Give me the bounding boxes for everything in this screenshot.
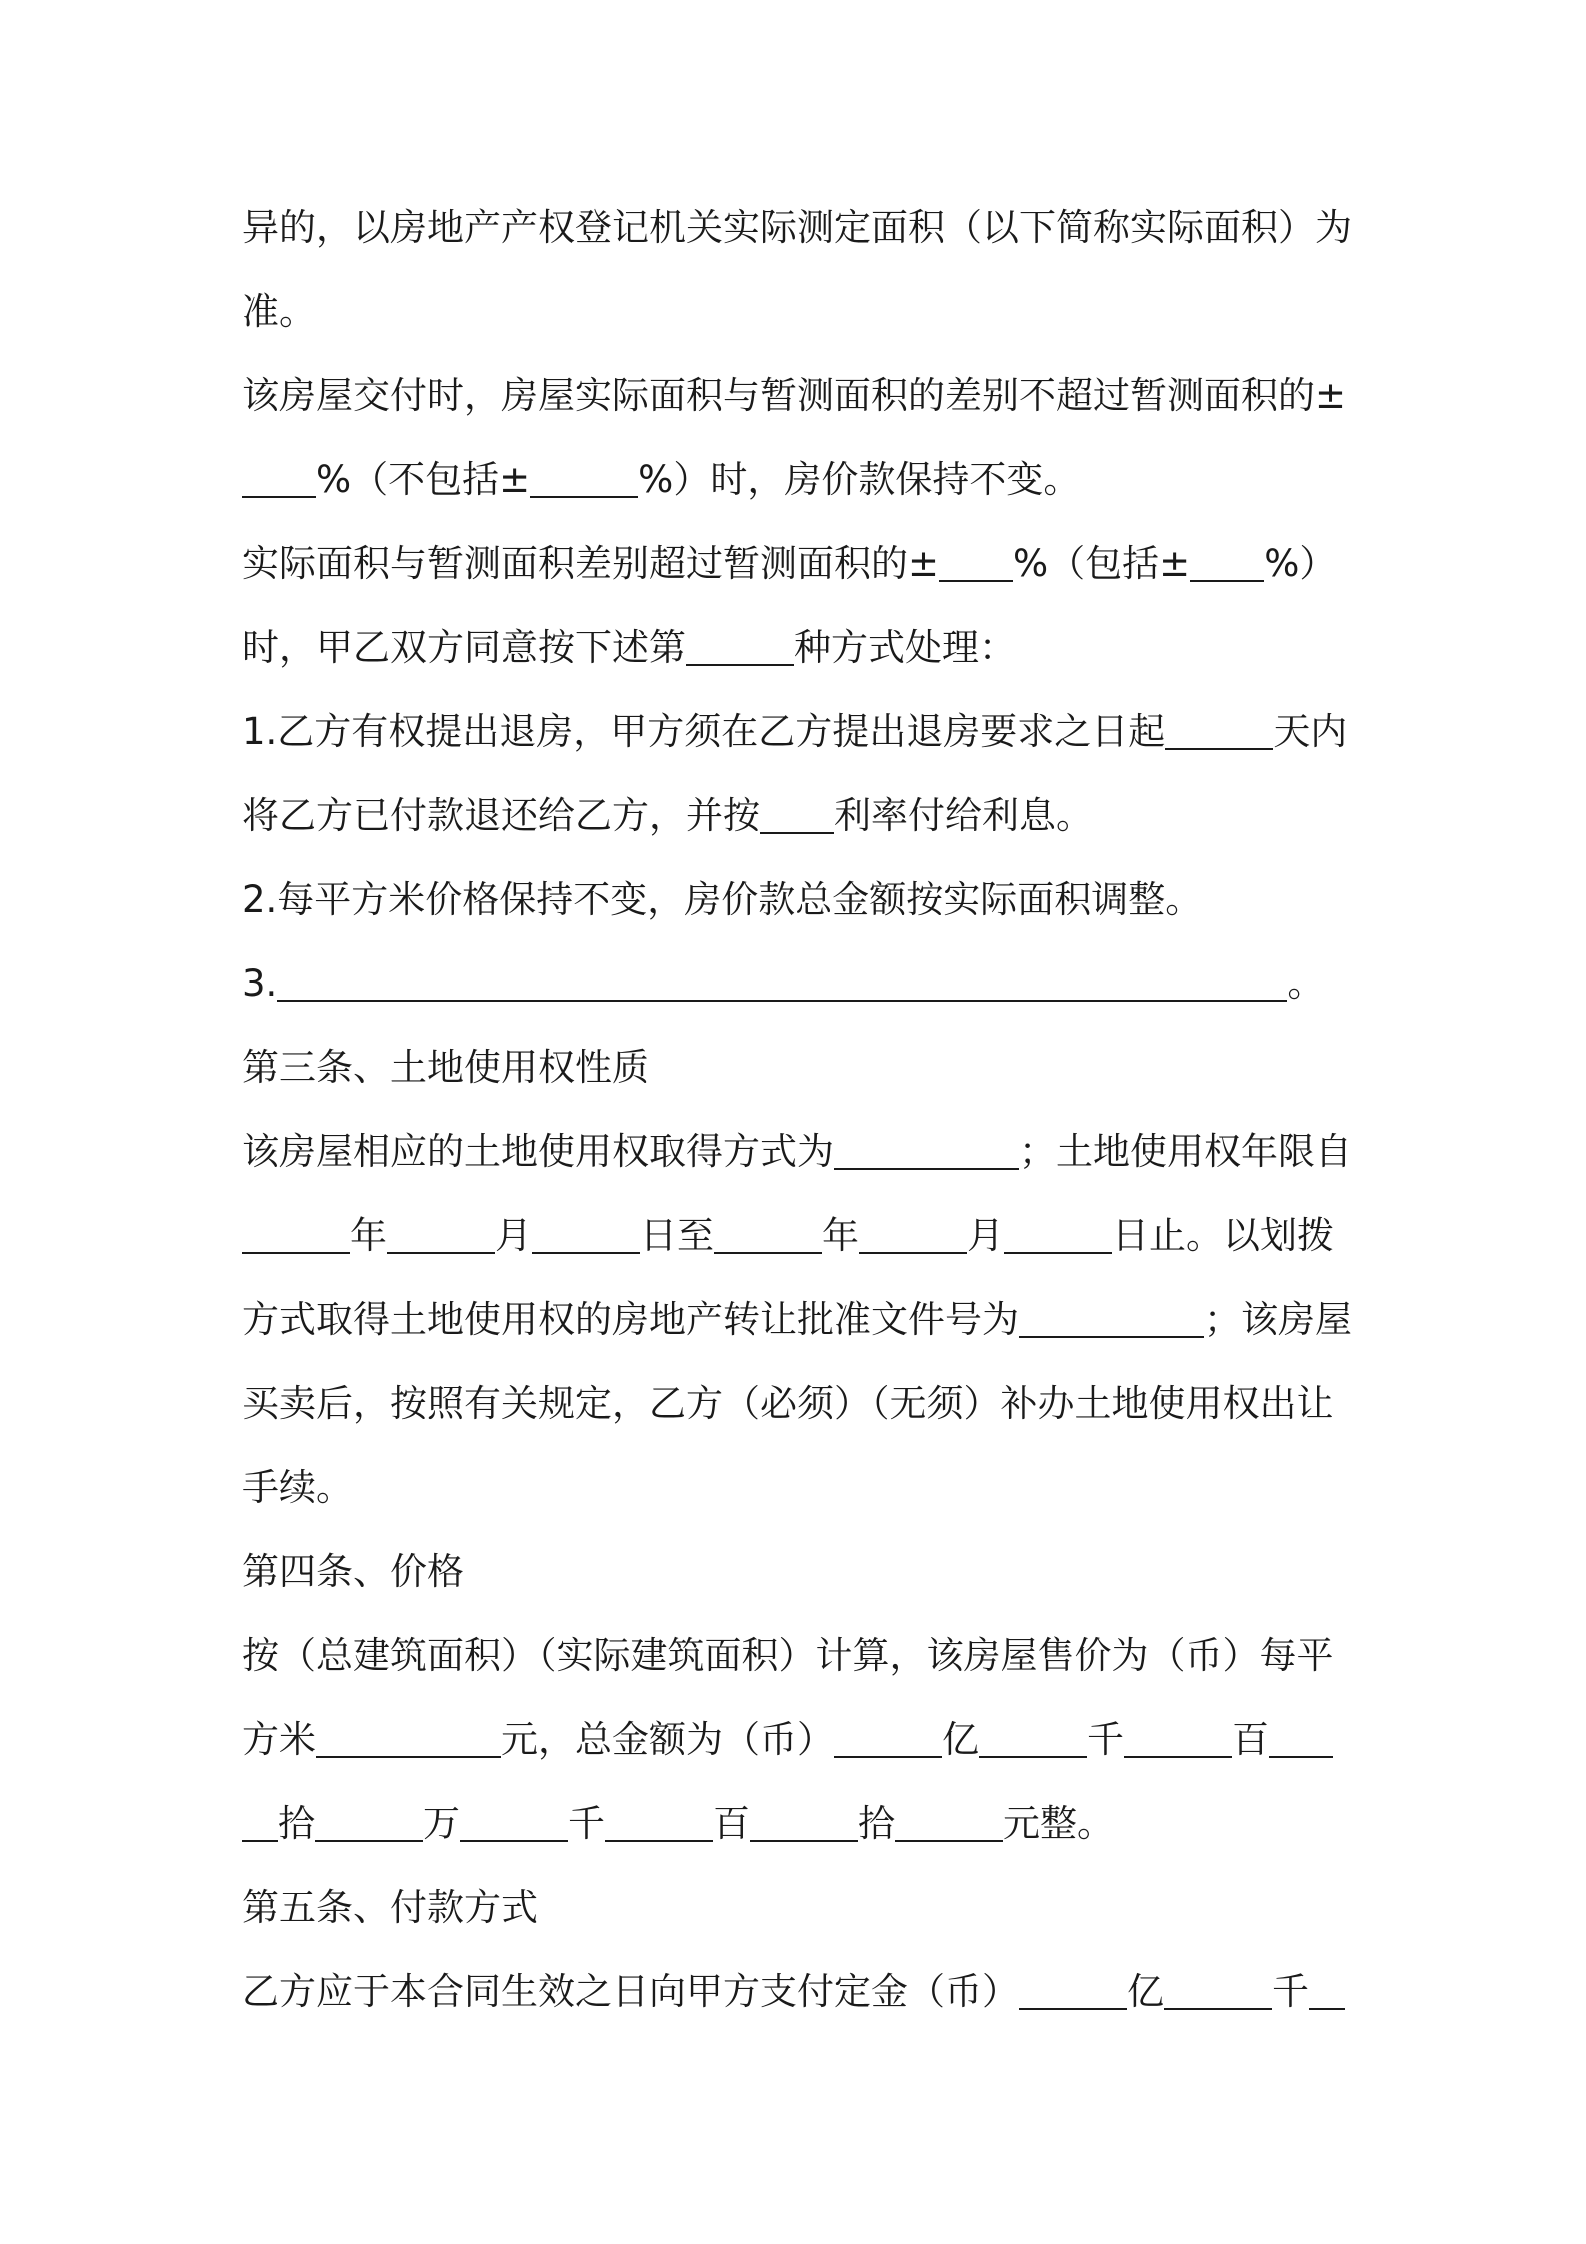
line-text: 亿 (1127, 1970, 1164, 2013)
line-text: 亿 (942, 1718, 979, 1761)
blank-underline (1309, 1966, 1345, 2010)
line-text: 千 (1087, 1718, 1124, 1761)
blank-underline (315, 1798, 423, 1842)
line-text: 年 (822, 1214, 859, 1257)
line-text: 百 (713, 1802, 750, 1845)
blank-underline (530, 454, 638, 498)
line-text: 2.每平方米价格保持不变，房价款总金额按实际面积调整。 (242, 878, 1203, 921)
blank-underline (242, 1798, 278, 1842)
line-text: 第四条、价格 (242, 1550, 464, 1593)
line-text: 第三条、土地使用权性质 (242, 1046, 649, 1089)
blank-underline (834, 1126, 1019, 1170)
line-text: %（包括± (1013, 542, 1191, 585)
text-line (242, 1962, 1357, 2022)
text-line (242, 870, 1357, 930)
line-text: 年 (350, 1214, 387, 1257)
blank-underline (834, 1714, 942, 1758)
blank-underline (1019, 1966, 1127, 2010)
blank-underline (895, 1798, 1003, 1842)
section-heading (242, 1878, 1357, 1938)
blank-underline (859, 1210, 967, 1254)
line-text: 百 (1232, 1718, 1269, 1761)
blank-underline (1269, 1714, 1333, 1758)
blank-underline (460, 1798, 568, 1842)
blank-underline (979, 1714, 1087, 1758)
text-line (242, 618, 1357, 678)
line-text: 万 (423, 1802, 460, 1845)
text-line (242, 534, 1357, 594)
line-text: 乙方应于本合同生效之日向甲方支付定金（币） (242, 1970, 1019, 2013)
line-text: 元整。 (1003, 1802, 1114, 1845)
text-line (242, 366, 1357, 426)
text-line (242, 1206, 1357, 1266)
line-text: 方式取得土地使用权的房地产转让批准文件号为 (242, 1298, 1019, 1341)
line-text: 该房屋交付时，房屋实际面积与暂测面积的差别不超过暂测面积的± (242, 374, 1347, 417)
blank-underline (939, 538, 1013, 582)
blank-underline (750, 1798, 858, 1842)
text-line (242, 1794, 1357, 1854)
blank-underline (714, 1210, 822, 1254)
blank-underline (316, 1714, 501, 1758)
blank-underline (1124, 1714, 1232, 1758)
line-text: 日止。以划拨 (1112, 1214, 1334, 1257)
line-text: 月 (967, 1214, 1004, 1257)
text-line (242, 1458, 1357, 1518)
line-text: 准。 (242, 290, 316, 333)
text-line (242, 1290, 1357, 1350)
line-text: 利率付给利息。 (834, 794, 1093, 837)
line-text: 时，甲乙双方同意按下述第 (242, 626, 686, 669)
line-text: 。 (1287, 962, 1325, 1005)
line-text: %） (1264, 542, 1337, 585)
line-text: 种方式处理： (794, 626, 1016, 669)
line-text: 按（总建筑面积）（实际建筑面积）计算，该房屋售价为（币）每平 (242, 1634, 1334, 1677)
line-text: ；该房屋 (1204, 1298, 1352, 1341)
section-heading (242, 1542, 1357, 1602)
line-text: 异的，以房地产产权登记机关实际测定面积（以下简称实际面积）为 (242, 206, 1352, 249)
line-text: 日至 (640, 1214, 714, 1257)
line-text: 千 (568, 1802, 605, 1845)
text-line (242, 1122, 1357, 1182)
blank-underline (532, 1210, 640, 1254)
line-text: 买卖后，按照有关规定，乙方（必须）（无须）补办土地使用权出让 (242, 1382, 1334, 1425)
text-line (242, 1626, 1357, 1686)
section-heading (242, 1038, 1357, 1098)
text-line (242, 954, 1357, 1014)
blank-underline (1004, 1210, 1112, 1254)
line-text: 实际面积与暂测面积差别超过暂测面积的± (242, 542, 940, 585)
text-line (242, 786, 1357, 846)
line-text: 第五条、付款方式 (242, 1886, 538, 1929)
blank-underline (1019, 1294, 1204, 1338)
blank-underline (605, 1798, 713, 1842)
line-text: 将乙方已付款退还给乙方，并按 (242, 794, 760, 837)
line-text: %）时，房价款保持不变。 (638, 458, 1081, 501)
line-text: 元，总金额为（币） (501, 1718, 834, 1761)
blank-underline (760, 790, 834, 834)
blank-underline (1190, 538, 1264, 582)
line-text: ；土地使用权年限自 (1019, 1130, 1352, 1173)
text-line (242, 702, 1357, 762)
line-text: 手续。 (242, 1466, 353, 1509)
blank-underline (1164, 1966, 1272, 2010)
blank-underline (242, 454, 316, 498)
line-text: 该房屋相应的土地使用权取得方式为 (242, 1130, 834, 1173)
line-text: 方米 (242, 1718, 316, 1761)
blank-underline (686, 622, 794, 666)
text-line (242, 282, 1357, 342)
text-line (242, 1710, 1357, 1770)
line-text: 月 (495, 1214, 532, 1257)
blank-underline (387, 1210, 495, 1254)
text-line (242, 450, 1357, 510)
line-text: 天内 (1273, 710, 1348, 753)
line-text: 拾 (858, 1802, 895, 1845)
line-text: 1.乙方有权提出退房，甲方须在乙方提出退房要求之日起 (242, 710, 1166, 753)
text-line (242, 1374, 1357, 1434)
line-text: 千 (1272, 1970, 1309, 2013)
line-text: %（不包括± (316, 458, 531, 501)
blank-underline (1165, 706, 1273, 750)
line-text: 拾 (278, 1802, 315, 1845)
blank-underline (277, 958, 1287, 1002)
text-line (242, 198, 1357, 258)
blank-underline (242, 1210, 350, 1254)
line-text: 3. (242, 962, 278, 1005)
